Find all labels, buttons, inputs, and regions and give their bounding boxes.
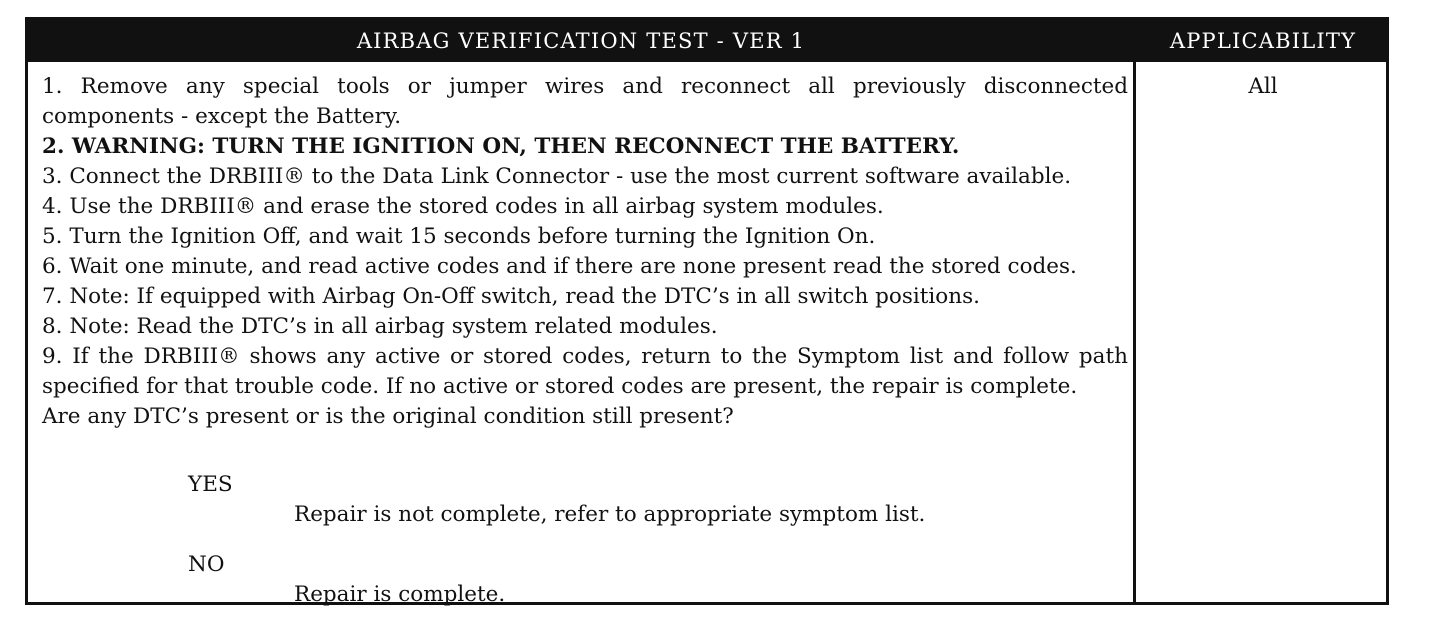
question: Are any DTC’s present or is the original condition still present? — [42, 404, 734, 429]
step-6: 6. Wait one minute, and read active codes and if there are none present read the stored codes. — [42, 254, 1077, 279]
step-9-line-1: 9. If the DRBIII® shows any active or stored codes, return to the Symptom list and follow path — [42, 344, 1128, 369]
step-3: 3. Connect the DRBIII® to the Data Link Connector - use the most current software available. — [42, 164, 1072, 189]
table-header-row — [28, 20, 1386, 62]
no-label: NO — [188, 552, 225, 577]
step-1-line-1: 1. Remove any special tools or jumper wires and reconnect all previously disconnected — [42, 74, 1128, 99]
test-steps — [42, 72, 1128, 432]
no-outcome: Repair is complete. — [294, 582, 506, 607]
step-9-line-2: specified for that trouble code. If no active or stored codes are present, the repair is complete. — [42, 374, 1078, 399]
verification-test-table — [25, 17, 1389, 605]
applicability-header: APPLICABILITY — [1169, 29, 1357, 53]
test-title: AIRBAG VERIFICATION TEST - VER 1 — [356, 29, 806, 53]
step-8: 8. Note: Read the DTC’s in all airbag system related modules. — [42, 314, 718, 339]
step-5: 5. Turn the Ignition Off, and wait 15 seconds before turning the Ignition On. — [42, 224, 876, 249]
applicability-value: All — [1248, 74, 1278, 99]
step-7: 7. Note: If equipped with Airbag On-Off switch, read the DTC’s in all switch positions. — [42, 284, 980, 309]
step-2-warning: 2. WARNING: TURN THE IGNITION ON, THEN RECONNECT THE BATTERY. — [42, 134, 960, 159]
step-4: 4. Use the DRBIII® and erase the stored codes in all airbag system modules. — [42, 194, 884, 219]
step-1-line-2: components - except the Battery. — [42, 104, 402, 129]
yes-outcome: Repair is not complete, refer to appropriate symptom list. — [294, 502, 926, 527]
column-divider — [1133, 20, 1136, 602]
yes-label: YES — [188, 472, 233, 497]
